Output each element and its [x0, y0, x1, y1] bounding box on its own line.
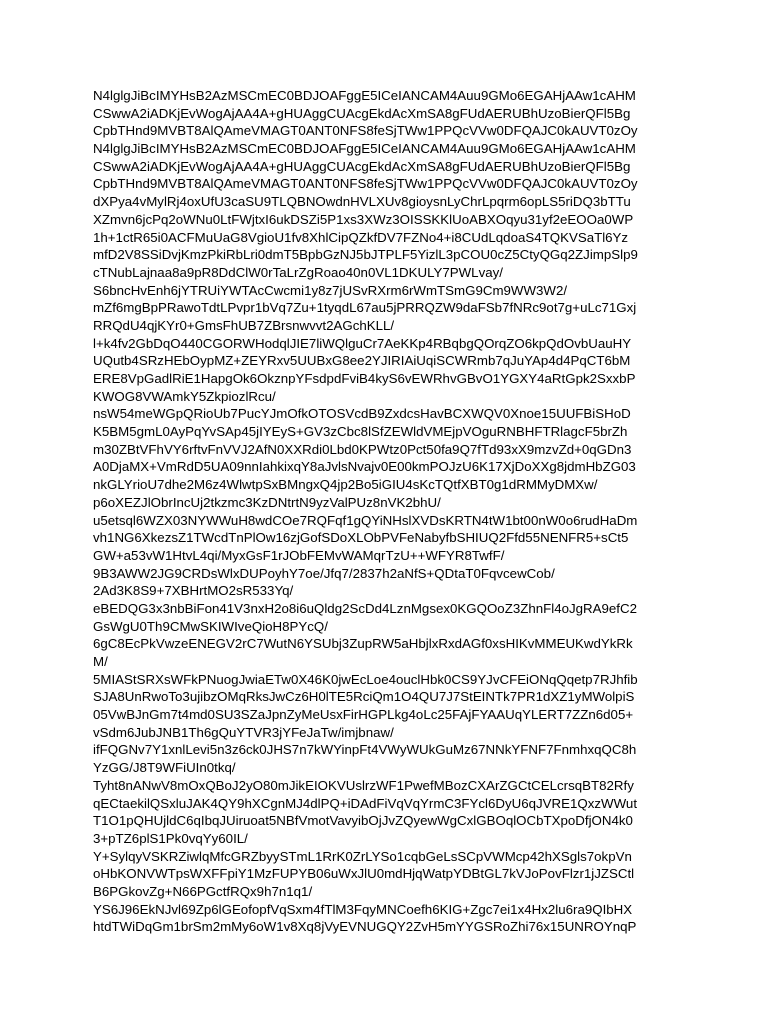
text-line: A0DjaMX+VmRdD5UA09nnIahkixqY8aJvlsNvajv0E00kmPOJzU6K17XjDoXXg8jdmHbZG03: [93, 459, 636, 475]
text-line: m30ZBtVFhVY6rftvFnVVJ2AfN0XXRdi0Lbd0KPWtz0Pct50fa9Q7fTd93xX9mzvZd+0qGDn3: [93, 441, 632, 457]
text-line: XZmvn6jcPq2oWNu0LtFWjtxI6ukDSZi5P1xs3XWz3OISSKKlUoABXOqyu31yf2eEOOa0WP: [93, 211, 634, 227]
text-line: ERE8VpGadlRiE1HapgOk6OkznpYFsdpdFviB4kyS6vEWRhvGBvO1YGXY4aRtGpk2SxxbP: [93, 371, 636, 386]
text-line: qECtaekilQSxluJAK4QY9hXCgnMJ4dlPQ+iDAdFiVqVqYrmC3FYcl6DyU6qJVRE1QxzWWut: [93, 795, 638, 811]
text-line: 5MIAStSRXsWFkPNuogJwiaETw0X46K0jwEcLoe4ouclHbk0CS9YJvCFEiONqQqetp7RJhfib: [93, 671, 638, 687]
text-line: 2Ad3K8S9+7XBHrtMO2sR533Yq/: [93, 583, 294, 599]
text-line: nsW54meWGpQRioUb7PucYJmOfkOTOSVcdB9ZxdcsHavBCXWQV0Xnoe15UUFBiSHoD: [93, 406, 631, 422]
text-line: l+k4fv2GbDqO440CGORWHodqlJIE7liWQlguCr7AeKKp4RBqbgQOrqZO6kpQdOvbUauHY: [93, 335, 632, 351]
text-line: SJA8UnRwoTo3ujibzOMqRksJwCz6H0lTE5RciQm1O4QU7J7StEINTk7PR1dXZ1yMWolpiS: [93, 689, 635, 705]
encoded-text-block: [93, 87, 683, 936]
text-line: T1O1pQHUjldC6qIbqJUiruoat5NBfVmotVavyibOjJvZQyewWgCxlGBOqlOCbTXpoDfjON4k0: [93, 813, 633, 829]
text-line: p6oXEZJlObrIncUj2tkzmc3KzDNtrtN9yzValPUz8nVK2bhU/: [93, 494, 441, 510]
text-line: 05VwBJnGm7t4md0SU3SZaJpnZyMeUsxFirHGPLkg4oLc25FAjFYAAUqYLERT7ZZn6d05+: [93, 707, 634, 723]
text-line: Tyht8nANwV8mOxQBoJ2yO80mJikEIOKVUslrzWF1PwefMBozCXArZGCtCELcrsqBT82Rfy: [93, 777, 634, 793]
text-line: 1h+1ctR65i0ACFMuUaG8VgioU1fv8XhlCipQZkfDV7FZNo4+i8CUdLqdoaS4TQKVSaTl6Yz: [93, 229, 629, 245]
text-line: RRQdU4qjKYr0+GmsFhUB7ZBrsnwvvt2AGchKLL/: [93, 317, 395, 333]
text-line: mfD2V8SSiDvjKmzPkiRbLri0dmT5BpbGzNJ5bJTPLF5YizlL3pCOU0cZ5CtyQGq2ZJimpSlp9: [93, 247, 638, 263]
text-line: GW+a53vW1HtvL4qi/MyxGsF1rJObFEMvWAMqrTzU++WFYR8TwfF/: [93, 547, 505, 563]
text-line: CpbTHnd9MVBT8AlQAmeVMAGT0ANT0NFS8feSjTWw1PPQcVVw0DFQAJC0kAUVT0zOy: [93, 176, 638, 192]
text-line: 9B3AWW2JG9CRDsWlxDUPoyhY7oe/Jfq7/2837h2aNfS+QDtaT0FqvcewCob/: [93, 565, 555, 581]
text-line: CSwwA2iADKjEvWogAjAA4A+gHUAggCUAcgEkdAcXmSA8gFUdAERUBhUzoBierQFl5Bg: [93, 158, 631, 174]
text-line: eBEDQG3x3nbBiFon41V3nxH2o8i6uQldg2ScDd4LznMgsex0KGQOoZ3ZhnFl4oJgRA9efC2: [93, 600, 637, 616]
text-line: N4lglgJiBcIMYHsB2AzMSCmEC0BDJOAFggE5ICeIANCAM4Auu9GMo6EGAHjAAw1cAHM: [93, 141, 636, 157]
text-line: u5etsql6WZX03NYWWuH8wdCOe7RQFqf1gQYiNHslXVDsKRTN4tW1bt00nW0o6rudHaDm: [93, 512, 638, 528]
text-line: vSdm6JubJNB1Th6gQuYTVR3jYFeJaTw/imjbnaw/: [93, 724, 394, 740]
text-line: YS6J96EkNJvl69Zp6lGEofopfVqSxm4fTlM3FqyMNCoefh6KIG+Zgc7ei1x4Hx2lu6ra9QIbHX: [93, 901, 633, 917]
text-line: cTNubLajnaa8a9pR8DdClW0rTaLrZgRoao40n0VL1DKULY7PWLvay/: [93, 264, 503, 280]
text-line: vh1NG6XkezsZ1TWcdTnPlOw16zjGofSDoXLObPVFeNabyfbSHIUQ2Ffd55NENFR5+sCt5: [93, 530, 629, 546]
text-line: CpbTHnd9MVBT8AlQAmeVMAGT0ANT0NFS8feSjTWw1PPQcVVw0DFQAJC0kAUVT0zOy: [93, 123, 638, 139]
text-line: YzGG/J8T9WFiUIn0tkq/: [93, 760, 236, 776]
text-line: S6bncHvEnh6jYTRUiYWTAcCwcmi1y8z7jUSvRXrm6rWmTSmG9Cm9WW3W2/: [93, 282, 568, 298]
text-line: htdTWiDqGm1brSm2mMy6oW1v8Xq8jVyEVNUGQY2ZvH5mYYGSRoZhi76x15UNROYnqP: [93, 919, 637, 935]
text-line: ifFQGNv7Y1xnlLevi5n3z6ck0JHS7n7kWYinpFt4VWyWUkGuMz67NNkYFNF7FnmhxqQC8h: [93, 742, 637, 758]
text-line: B6PGkovZg+N66PGctfRQx9h7n1q1/: [93, 883, 313, 899]
text-line: Y+SylqyVSKRZiwlqMfcGRZbyySTmL1RrK0ZrLYSo1cqbGeLsSCpVWMcp42hXSgls7okpVn: [93, 848, 632, 864]
text-line: 3+pTZ6plS1Pk0vqYy60IL/: [93, 830, 248, 846]
text-line: N4lglgJiBcIMYHsB2AzMSCmEC0BDJOAFggE5ICeIANCAM4Auu9GMo6EGAHjAAw1cAHM: [93, 88, 636, 103]
text-line: M/: [93, 654, 108, 669]
text-line: oHbKONVWTpsWXFFpiY1MzFUPYB06uWxJlU0mdHjqWatpYDBtGL7kVJoPovFlzr1jJZSCtl: [93, 866, 635, 882]
text-line: UQutb4SRzHEbOypMZ+ZEYRxv5UUBxG8ee2YJIRIAiUqiSCWRmb7qJuYAp4d4PqCT6bM: [93, 353, 631, 369]
text-line: K5BM5gmL0AyPqYvSAp45jIYEyS+GV3zCbc8lSfZEWldVMEjpVOguRNBHFTRlagcF5brZh: [93, 424, 628, 440]
text-line: mZf6mgBpPRawoTdtLPvpr1bVq7Zu+1tyqdL67au5jPRRQZW9daFSb7fNRc9ot7g+uLc71Gxj: [93, 300, 637, 316]
text-line: nkGLYrioU7dhe2M6z4WlwtpSxBMngxQ4jp2Bo5iGIU4sKcTQtfXBT0g1dRMMyDMXw/: [93, 477, 598, 493]
text-line: KWOG8VWAmkY5ZkpiozlRcu/: [93, 388, 276, 404]
text-line: 6gC8EcPkVwzeENEGV2rC7WutN6YSUbj3ZupRW5aHbjlxRxdAGf0xsHIKvMMEUKwdYkRk: [93, 636, 633, 652]
text-line: GsWgU0Th9CMwSKIWIveQioH8PYcQ/: [93, 618, 328, 634]
text-line: CSwwA2iADKjEvWogAjAA4A+gHUAggCUAcgEkdAcXmSA8gFUdAERUBhUzoBierQFl5Bg: [93, 105, 631, 121]
text-line: dXPya4vMylRj4oxUfU3caSU9TLQBNOwdnHVLXUv8gioysnLyChrLpqrm6opLS5riDQ3bTTu: [93, 194, 631, 210]
